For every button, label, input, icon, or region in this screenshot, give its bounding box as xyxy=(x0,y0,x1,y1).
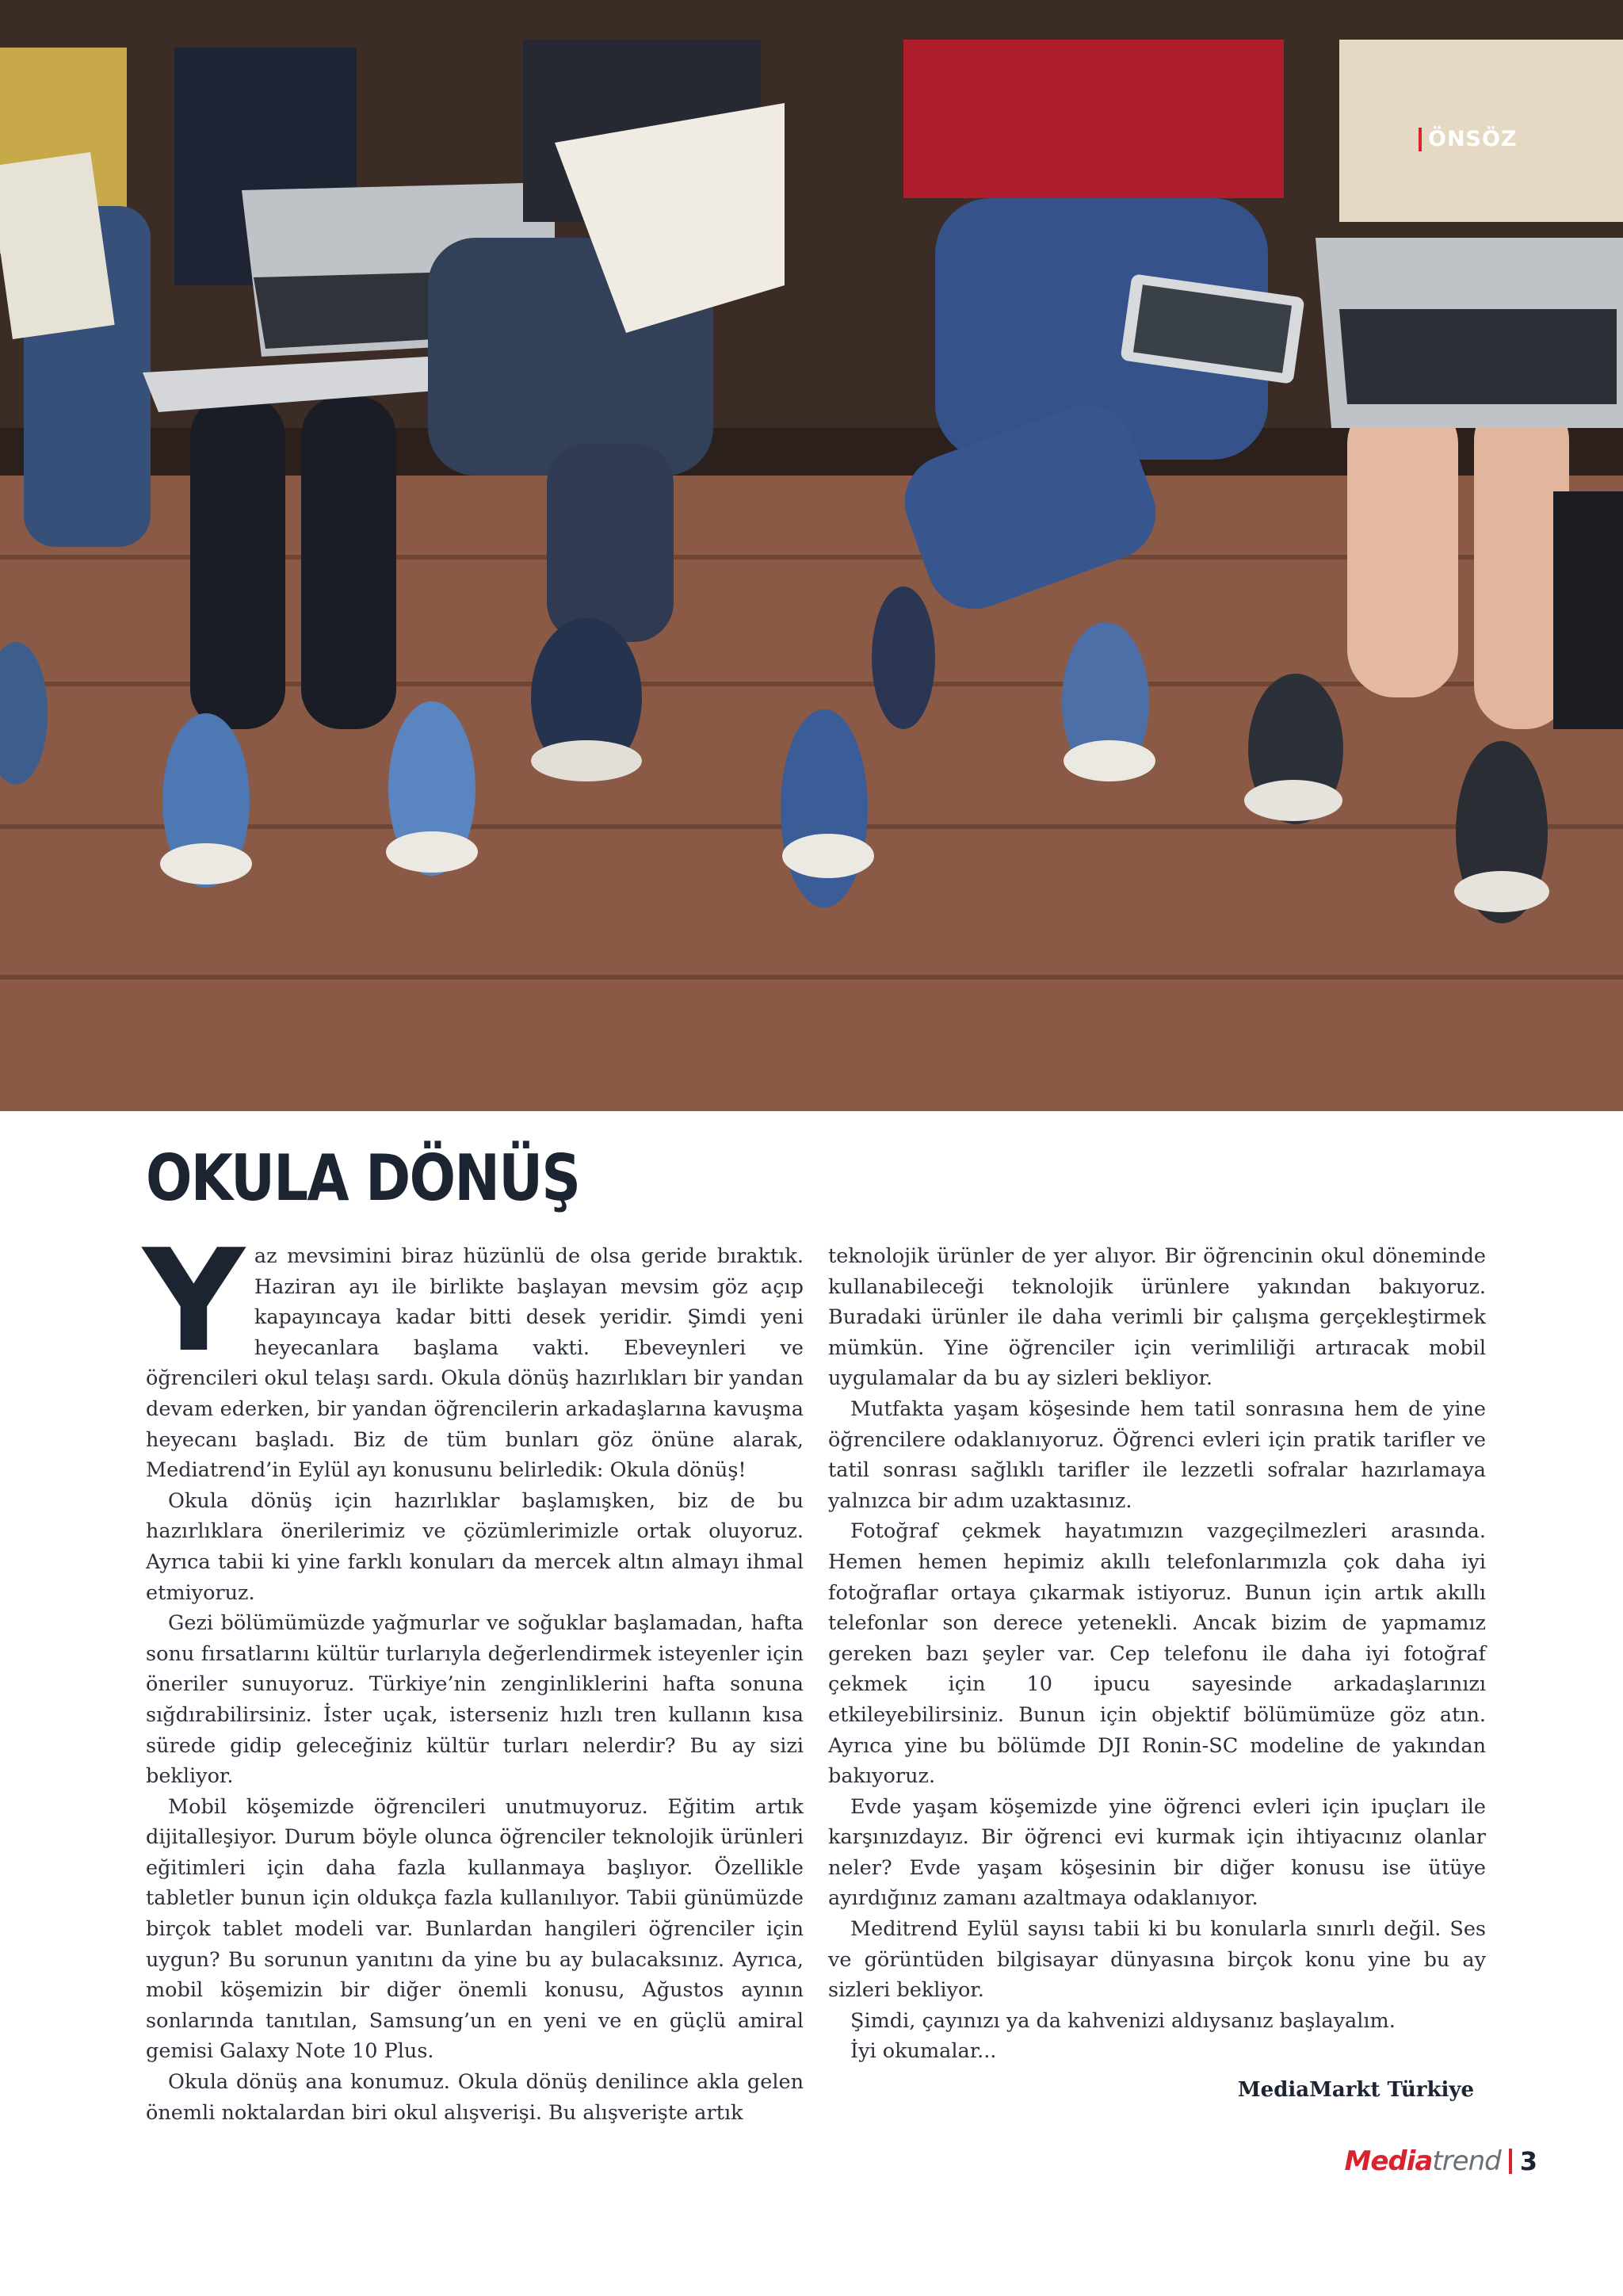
article-paragraph-11: İyi okumalar... xyxy=(850,2039,997,2064)
hero-illustration xyxy=(0,0,1623,1111)
article-column-right xyxy=(828,1241,1486,2067)
section-label xyxy=(1419,127,1518,151)
page-footer xyxy=(1300,2144,1537,2179)
article-title: OKULA DÖNÜŞ xyxy=(146,1141,580,1215)
article-paragraph-4: Mobil köşemizde öğrencileri unutmuyoruz. Eğitim artık dijitalleşiyor. Durum böyle olunca öğrenciler teknolojik ürünleri eğitimleri için daha fazla kullanmaya başlıyor. Özellikle tabletler bunun için oldukça fazla kullanılıyor. Tabii günümüzde birçok tablet modeli var. Bunlardan hangileri öğrenciler için uygun? Bu sorunun yanıtını da yine bu ay bulacaksınız. Ayrıca, mobil köşemizin bir diğer önemli konusu, Ağustos ayının sonlarında tanıtılan, Samsung’un en yeni ve en güçlü amiral gemisi Galaxy Note 10 Plus. xyxy=(146,1794,804,2064)
section-label-bar xyxy=(1419,128,1422,151)
drop-cap: Y xyxy=(143,1219,245,1383)
article-paragraph-2: Okula dönüş için hazırlıklar başlamışken, biz de bu hazırlıklara önerilerimiz ve çözümlerimizle ortak oluyoruz. Ayrıca tabii ki yine farklı konuları da mercek altın almayı ihmal etmiyoruz. xyxy=(146,1488,804,1605)
page-number: 3 xyxy=(1519,2146,1537,2176)
section-label-text: ÖNSÖZ xyxy=(1428,127,1518,151)
article-paragraph-6: Mutfakta yaşam köşesinde hem tatil sonrasına hem de yine öğrencilere odaklanıyoruz. Öğrenci evleri için pratik tarifler ve tatil sonrası sağlıklı tarifler ile lezzetli sofralar hazırlamaya yalnızca bir adım uzaktasınız. xyxy=(828,1396,1486,1513)
logo-media-text: Media xyxy=(1344,2145,1433,2177)
logo-trend-text: trend xyxy=(1432,2145,1501,2177)
footer-separator xyxy=(1509,2149,1512,2174)
article-paragraph-1 xyxy=(143,1219,804,1486)
article-signature: MediaMarkt Türkiye xyxy=(1237,2078,1474,2102)
article-paragraph-7: Fotoğraf çekmek hayatımızın vazgeçilmezleri arasında. Hemen hemen hepimiz akıllı telefonlarımızla çok daha iyi fotoğraflar ortaya çıkarmak istiyoruz. Bunun için artık akıllı telefonlar son derece yetenekli. Ancak bizim de yapmamız gereken bazı şeyler var. Cep telefonu ile daha iyi fotoğraf çekmek için 10 ipucu sayesinde arkadaşlarınızı etkileyebilirsiniz. Bunun için objektif bölümümüze göz atın. Ayrıca yine bu bölümde DJI Ronin-SC modeline de yakından bakıyoruz. xyxy=(828,1519,1486,1789)
article-paragraph-10: Şimdi, çayınızı ya da kahvenizi aldıysanız başlayalım. xyxy=(850,2008,1396,2033)
paragraph-text: az mevsimini biraz hüzünlü de olsa geride bıraktık. Haziran ayı ile birlikte başlayan mevsim göz açıp kapayıncaya kadar bitti desek yeridir. Şimdi yeni heyecanlara başlama vakti. Ebeveynleri ve öğrencileri okul telaşı sardı. Okula dönüş hazırlıkları bir yandan devam ederken, bir yandan öğrencilerin arkadaşlarına kavuşma heyecanı başladı. Biz de tüm bunları göz önüne alarak, Mediatrend’in Eylül ayı konusunu belirledik: Okula dönüş! xyxy=(146,1244,804,1483)
article-column-left xyxy=(143,1219,804,2128)
article-paragraph-3: Gezi bölümümüzde yağmurlar ve soğuklar başlamadan, hafta sonu fırsatlarını kültür turlarıyla değerlendirmek isteyenler için öneriler sunuyoruz. Türkiye’nin zenginliklerini hafta sonuna sığdırabilirsiniz. İster uçak, isterseniz hızlı tren kullanın kısa sürede gidip geleceğiniz kültür turları nelerdir? Bu ay sizi bekliyor. xyxy=(146,1611,804,1789)
article-paragraph-9: Meditrend Eylül sayısı tabii ki bu konularla sınırlı değil. Ses ve görüntüden bilgisayar dünyasına birçok konu yine bu ay sizleri bekliyor. xyxy=(828,1917,1486,2003)
hero-photo xyxy=(0,0,1623,1111)
article-paragraph-5-end: teknolojik ürünler de yer alıyor. Bir öğrencinin okul döneminde kullanabileceği teknolojik ürünlere yakından bakıyoruz. Buradaki ürünler ile daha verimli bir çalışma gerçekleştirmek mümkün. Yine öğrenciler için verimliliği artıracak mobil uygulamalar da bu ay sizleri bekliyor. xyxy=(828,1244,1486,1391)
article-paragraph-5-start: Okula dönüş ana konumuz. Okula dönüş denilince akla gelen önemli noktalardan biri okul alışverişi. Bu alışverişte artık xyxy=(146,2070,804,2125)
article-paragraph-8: Evde yaşam köşemizde yine öğrenci evleri için ipuçları ile karşınızdayız. Bir öğrenci evi kurmak için ihtiyacınız olanlar neler? Evde yaşam köşesinin bir diğer konusu ise ütüye ayırdığınız zamanı azaltmaya odaklanıyor. xyxy=(828,1794,1486,1911)
mediatrend-logo xyxy=(1345,2145,1501,2177)
